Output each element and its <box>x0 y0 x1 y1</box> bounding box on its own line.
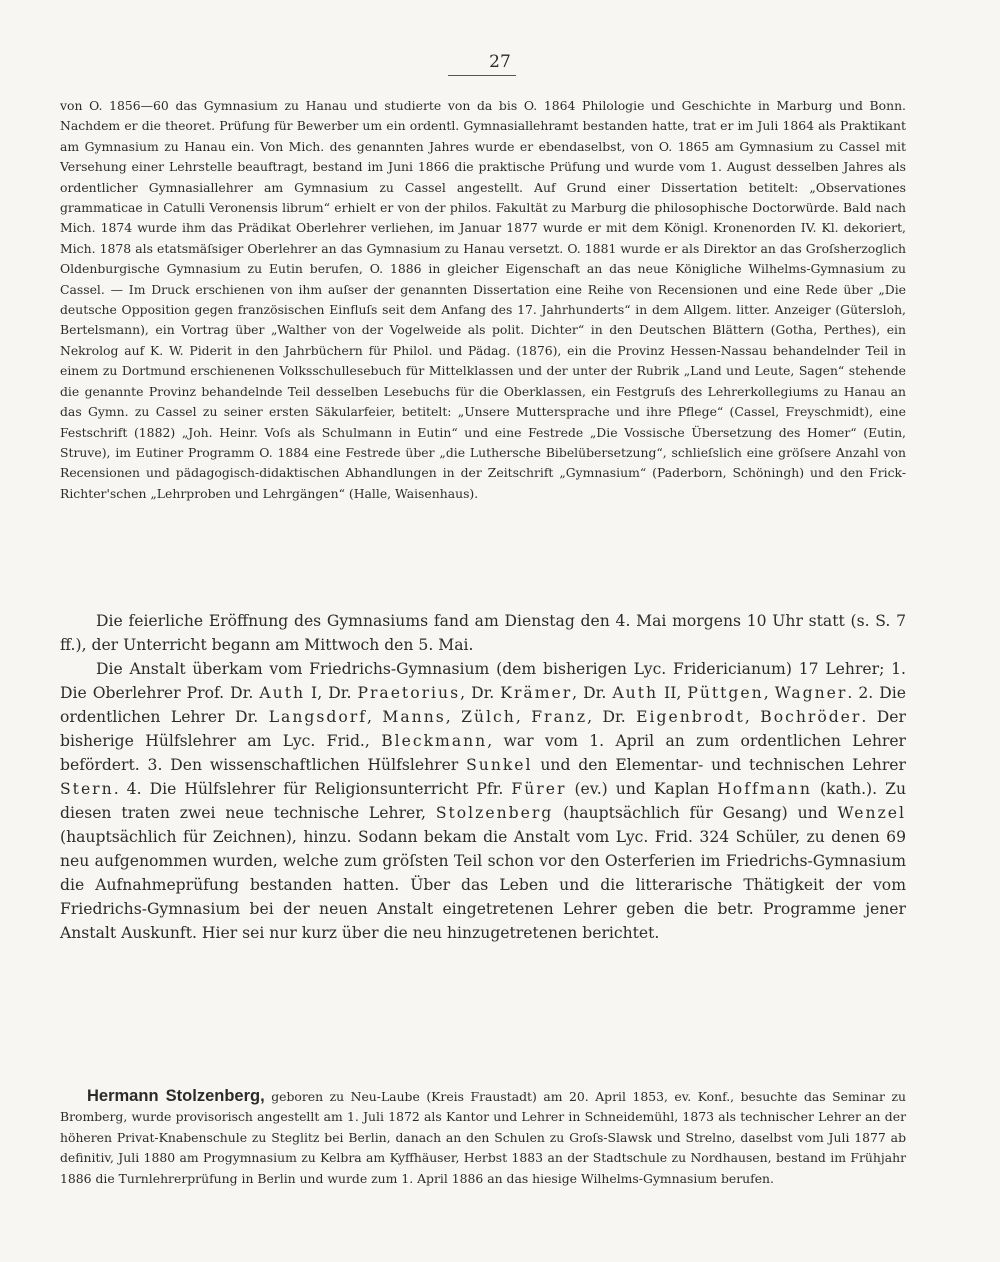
text-segment: , <box>763 684 775 702</box>
text-segment: Die Anstalt überkam vom Friedrichs-Gymnasium (dem bisherigen Lyc. Fridericianum) 17 Lehrer; 1. Die Oberlehrer Prof. Dr. <box>60 660 906 702</box>
text-segment: und den Elementar- und technischen Lehrer <box>532 756 906 774</box>
text-segment: , war vom 1. April an zum ordentlichen Lehrer befördert. 3. Den wissenschaftlichen Hülfslehrer <box>60 732 906 774</box>
teacher-name: Wenzel <box>837 804 907 822</box>
header-rule <box>448 75 516 76</box>
text-segment: (ev.) und Kaplan <box>566 780 718 798</box>
teacher-name: Krämer <box>500 684 573 702</box>
text-segment: . 4. Die Hülfslehrer für Religionsunterricht Pfr. <box>113 780 512 798</box>
teacher-name: Praetorius <box>357 684 461 702</box>
text-segment: , <box>515 708 532 726</box>
teacher-name: Manns <box>382 708 446 726</box>
teacher-name: Bochröder <box>760 708 862 726</box>
text-segment: . Der bisherige Hülfslehrer am Lyc. Frid., <box>60 708 906 750</box>
teacher-name: Stern <box>60 780 114 798</box>
teachers-paragraph <box>60 657 906 945</box>
text-segment: , Dr. <box>587 708 637 726</box>
text-segment: , <box>445 708 462 726</box>
page-number: 27 <box>489 52 511 72</box>
teacher-name: Bleckmann <box>381 732 488 750</box>
opening-paragraph: Die feierliche Eröffnung des Gymnasiums fand am Dienstag den 4. Mai morgens 10 Uhr statt (s. S. 7 ff.), der Unterricht begann am Mittwoch den 5. Mai. <box>60 612 906 654</box>
text-segment: , Dr. <box>572 684 613 702</box>
text-segment: I, Dr. <box>305 684 358 702</box>
text-segment: , <box>744 708 761 726</box>
bio-text: geboren zu Neu-Laube (Kreis Fraustadt) am 20. April 1853, ev. Konf., besuchte das Seminar zu Bromberg, wurde provisorisch angestellt am 1. Juli 1872 als Kantor und Lehrer in Schneidemühl, 1873 als technischer Lehrer an der höheren Privat-Knabenschule zu Steglitz bei Berlin, danach an den Schulen zu Groſs-Slawsk und Strelno, daselbst vom Juli 1877 ab definitiv, Juli 1880 am Progymnasium zu Kelbra am Kyffhäuser, Herbst 1883 an der Stadtschule zu Nordhausen, bestand im Frühjahr 1886 die Turnlehrerprüfung in Berlin und wurde zum 1. April 1886 an das hiesige Wilhelms-Gymnasium berufen. <box>60 1089 906 1186</box>
teacher-name: Eigenbrodt <box>636 708 745 726</box>
teacher-name: Püttgen <box>687 684 764 702</box>
text-segment: , Dr. <box>460 684 501 702</box>
text-segment: (hauptsächlich für Gesang) und <box>553 804 838 822</box>
text-segment: (kath.). Zu diesen traten zwei neue technische Lehrer, <box>60 780 906 822</box>
teacher-name: Franz <box>531 708 588 726</box>
teacher-name: Auth <box>612 684 659 702</box>
teacher-name: Langsdorf <box>268 708 367 726</box>
stolzenberg-biography <box>60 1086 906 1189</box>
teacher-name: Hoffmann <box>717 780 812 798</box>
text-segment: , <box>366 708 383 726</box>
teacher-name: Wagner <box>774 684 848 702</box>
text-segment: (hauptsächlich für Zeichnen), hinzu. Sodann bekam die Anstalt vom Lyc. Frid. 324 Schüler, zu denen 69 neu aufgenommen wurden, welche zum gröſsten Teil schon vor den Osterferien im Friedrichs-Gymnasium die Aufnahmeprüfung bestanden hatten. Über das Leben und die litterarische Thätigkeit der vom Friedrichs-Gymnasium bei der neuen Anstalt eingetretenen Lehrer geben die betr. Programme jener Anstalt Auskunft. Hier sei nur kurz über die neu hinzugetretenen berichtet. <box>60 828 906 942</box>
teacher-name: Stolzenberg <box>435 804 554 822</box>
teacher-name: Fürer <box>511 780 567 798</box>
text-segment: . 2. Die ordentlichen Lehrer Dr. <box>60 684 906 726</box>
teacher-name: Auth <box>259 684 306 702</box>
bio-name-heading: Hermann Stolzenberg, <box>87 1087 265 1105</box>
teacher-name: Zülch <box>461 708 516 726</box>
text-segment: II, <box>658 684 688 702</box>
biography-paragraph-1: von O. 1856—60 das Gymnasium zu Hanau und studierte von da bis O. 1864 Philologie und Geschichte in Marburg und Bonn. Nachdem er die theoret. Prüfung für Bewerber um ein ordentl. Gymnasiallehramt bestanden hatte, trat er im Juli 1864 als Praktikant am Gymnasium zu Hanau ein. Von Mich. des genannten Jahres wurde er ebendaselbst, von O. 1865 am Gymnasium zu Cassel mit Versehung einer Lehrstelle beauftragt, bestand im Juni 1866 die praktische Prüfung und wurde vom 1. August desselben Jahres als ordentlicher Gymnasiallehrer am Gymnasium zu Cassel angestellt. Auf Grund einer Dissertation betitelt: „Observationes grammaticae in Catulli Veronensis librum“ erhielt er von der philos. Fakultät zu Marburg die philosophische Doctorwürde. Bald nach Mich. 1874 wurde ihm das Prädikat Oberlehrer verliehen, im Januar 1877 wurde er mit dem Königl. Kronenorden IV. Kl. dekoriert, Mich. 1878 als etatsmäſsiger Oberlehrer an das Gymnasium zu Hanau versetzt. O. 1881 wurde er als Direktor an das Groſsherzoglich Oldenburgische Gymnasium zu Eutin berufen, O. 1886 in gleicher Eigenschaft an das neue Königliche Wilhelms-Gymnasium zu Cassel. — Im Druck erschienen von ihm auſser der genannten Dissertation eine Reihe von Recensionen und eine Rede über „Die deutsche Opposition gegen französischen Einfluſs seit dem Anfang des 17. Jahrhunderts“ in dem Allgem. litter. Anzeiger (Gütersloh, Bertelsmann), ein Vortrag über „Walther von der Vogelweide als polit. Dichter“ in den Deutschen Blättern (Gotha, Perthes), ein Nekrolog auf K. W. Piderit in den Jahrbüchern für Philol. und Pädag. (1876), ein die Provinz Hessen-Nassau behandelnder Teil in einem zu Dortmund erschienenen Volksschullesebuch für Mittelklassen und der unter der Rubrik „Land und Leute, Sagen“ stehende die genannte Provinz behandelnde Teil desselben Lesebuchs für die Oberklassen, ein Festgruſs des Lehrerkollegiums zu Hanau an das Gymn. zu Cassel zu seiner ersten Säkularfeier, betitelt: „Unsere Muttersprache und ihre Pflege“ (Cassel, Freyschmidt), eine Festschrift (1882) „Joh. Heinr. Voſs als Schulmann in Eutin“ und eine Festrede „Die Vossische Übersetzung des Homer“ (Eutin, Struve), im Eutiner Programm O. 1884 eine Festrede über „die Luthersche Bibelübersetzung“, schlieſslich eine gröſsere Anzahl von Recensionen und pädagogisch-didaktischen Abhandlungen in der Zeitschrift „Gymnasium“ (Paderborn, Schöningh) und den Frick-Richter'schen „Lehrproben und Lehrgängen“ (Halle, Waisenhaus). <box>60 98 906 501</box>
teacher-name: Sunkel <box>466 756 533 774</box>
